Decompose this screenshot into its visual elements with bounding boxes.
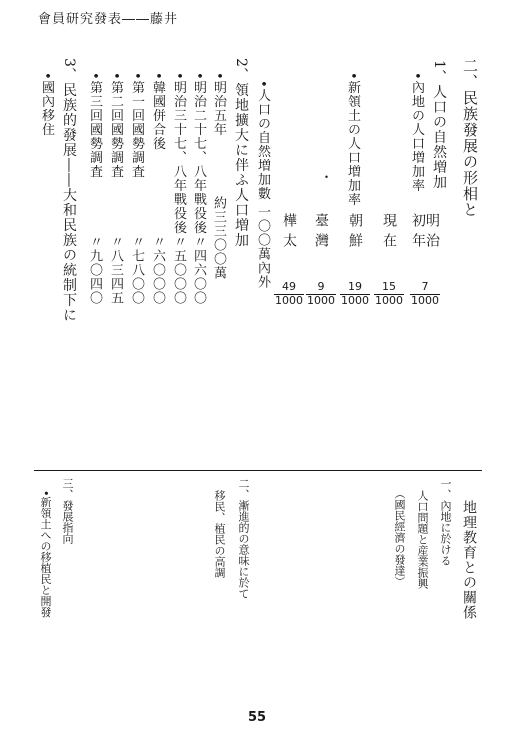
ratio-column-taiwan (306, 205, 336, 306)
bottom-title: 地理教育との關係 (461, 500, 477, 620)
ratio-denominator: 1000 (411, 293, 439, 307)
census2-label: •第二回國勢調査 (108, 72, 123, 179)
item-2-line-a: 移民、植民の高調 (213, 490, 226, 578)
kankoku-label: •韓國併合後 (150, 72, 165, 151)
census3-value: 〃九〇四〇 (87, 235, 102, 305)
section-2-title: 二、民族發展の形相と (461, 58, 479, 218)
census2-value: 〃八三四五 (108, 235, 123, 305)
meiji27-value: 〃四六〇〇 (191, 235, 206, 305)
subsection-2-2-title: 2、領地擴大に伴ふ人口増加 (233, 58, 249, 248)
item-3-heading: 三、發展指向 (61, 478, 74, 544)
ratio-label: 樺太 (281, 213, 297, 253)
ratio-label: 臺灣 (313, 213, 329, 253)
ratio-value (274, 281, 304, 306)
ratio-value (340, 281, 370, 306)
item-1-line-a: 人口問題と産業振興 (416, 490, 429, 589)
ratio-denominator: 1000 (341, 293, 369, 307)
meiji5-label: •明治五年 (211, 72, 226, 137)
subsection-2-1-title: 1、人口の自然増加 (431, 60, 447, 190)
subsection-2-3-title: 3、民族的發展――大和民族の統制下に (61, 58, 77, 323)
meiji37-label: •明治三十七、八年戰役後 (171, 72, 186, 235)
census3-label: •第三回國勢調査 (87, 72, 102, 179)
meiji37-value: 〃五〇〇〇 (171, 235, 186, 305)
natural-increase-label: •人口の自然増加數 (255, 80, 270, 201)
item-3-line-a: •新領土への移植民と開發 (39, 490, 52, 618)
census1-value: 〃七八〇〇 (129, 235, 144, 305)
ratio-column-meiji (410, 205, 440, 306)
natural-increase-value: 一〇〇萬內外 (255, 205, 270, 289)
ratio-numerator: 9 (306, 281, 336, 295)
census1-label: •第一回國勢調査 (129, 72, 144, 179)
meiji27-label: •明治二十七、八年戰役後 (191, 72, 206, 235)
ratio-label: 明治初年 (410, 213, 440, 253)
section-divider (34, 470, 482, 471)
ratio-numerator: 15 (374, 281, 404, 295)
ratio-denominator: 1000 (275, 293, 303, 307)
ratio-numerator: 19 (340, 281, 370, 295)
separator-dot: ・ (317, 170, 332, 184)
ratio-column-chosen (340, 205, 370, 306)
ratio-numerator: 7 (410, 281, 440, 295)
ratio-denominator: 1000 (375, 293, 403, 307)
naichi-growth-rate-label: •內地の人口増加率 (409, 72, 424, 193)
ratio-value (374, 281, 404, 306)
ratio-numerator: 49 (274, 281, 304, 295)
running-header: 會員研究發表――藤井 (38, 12, 179, 27)
ratio-label: 現在 (381, 213, 397, 253)
ratio-column-genzai (374, 205, 404, 306)
page-number: 55 (248, 710, 267, 725)
ratio-denominator: 1000 (307, 293, 335, 307)
shinryodo-growth-rate-label: •新領土の人口増加率 (345, 72, 360, 207)
kankoku-value: 〃六〇〇〇 (150, 235, 165, 305)
item-1-heading: 一、內地に於ける (439, 478, 452, 566)
meiji5-value: 約三三〇〇萬 (211, 196, 226, 280)
ratio-column-karafuto (274, 205, 304, 306)
ratio-label: 朝鮮 (347, 213, 363, 253)
ratio-value (410, 281, 440, 306)
item-1-line-b: （國民經濟の發達） (393, 488, 406, 587)
ratio-value (306, 281, 336, 306)
kokunai-iju-label: •國內移住 (39, 72, 54, 137)
item-2-heading: 二、漸進的の意味に於て (237, 478, 250, 599)
